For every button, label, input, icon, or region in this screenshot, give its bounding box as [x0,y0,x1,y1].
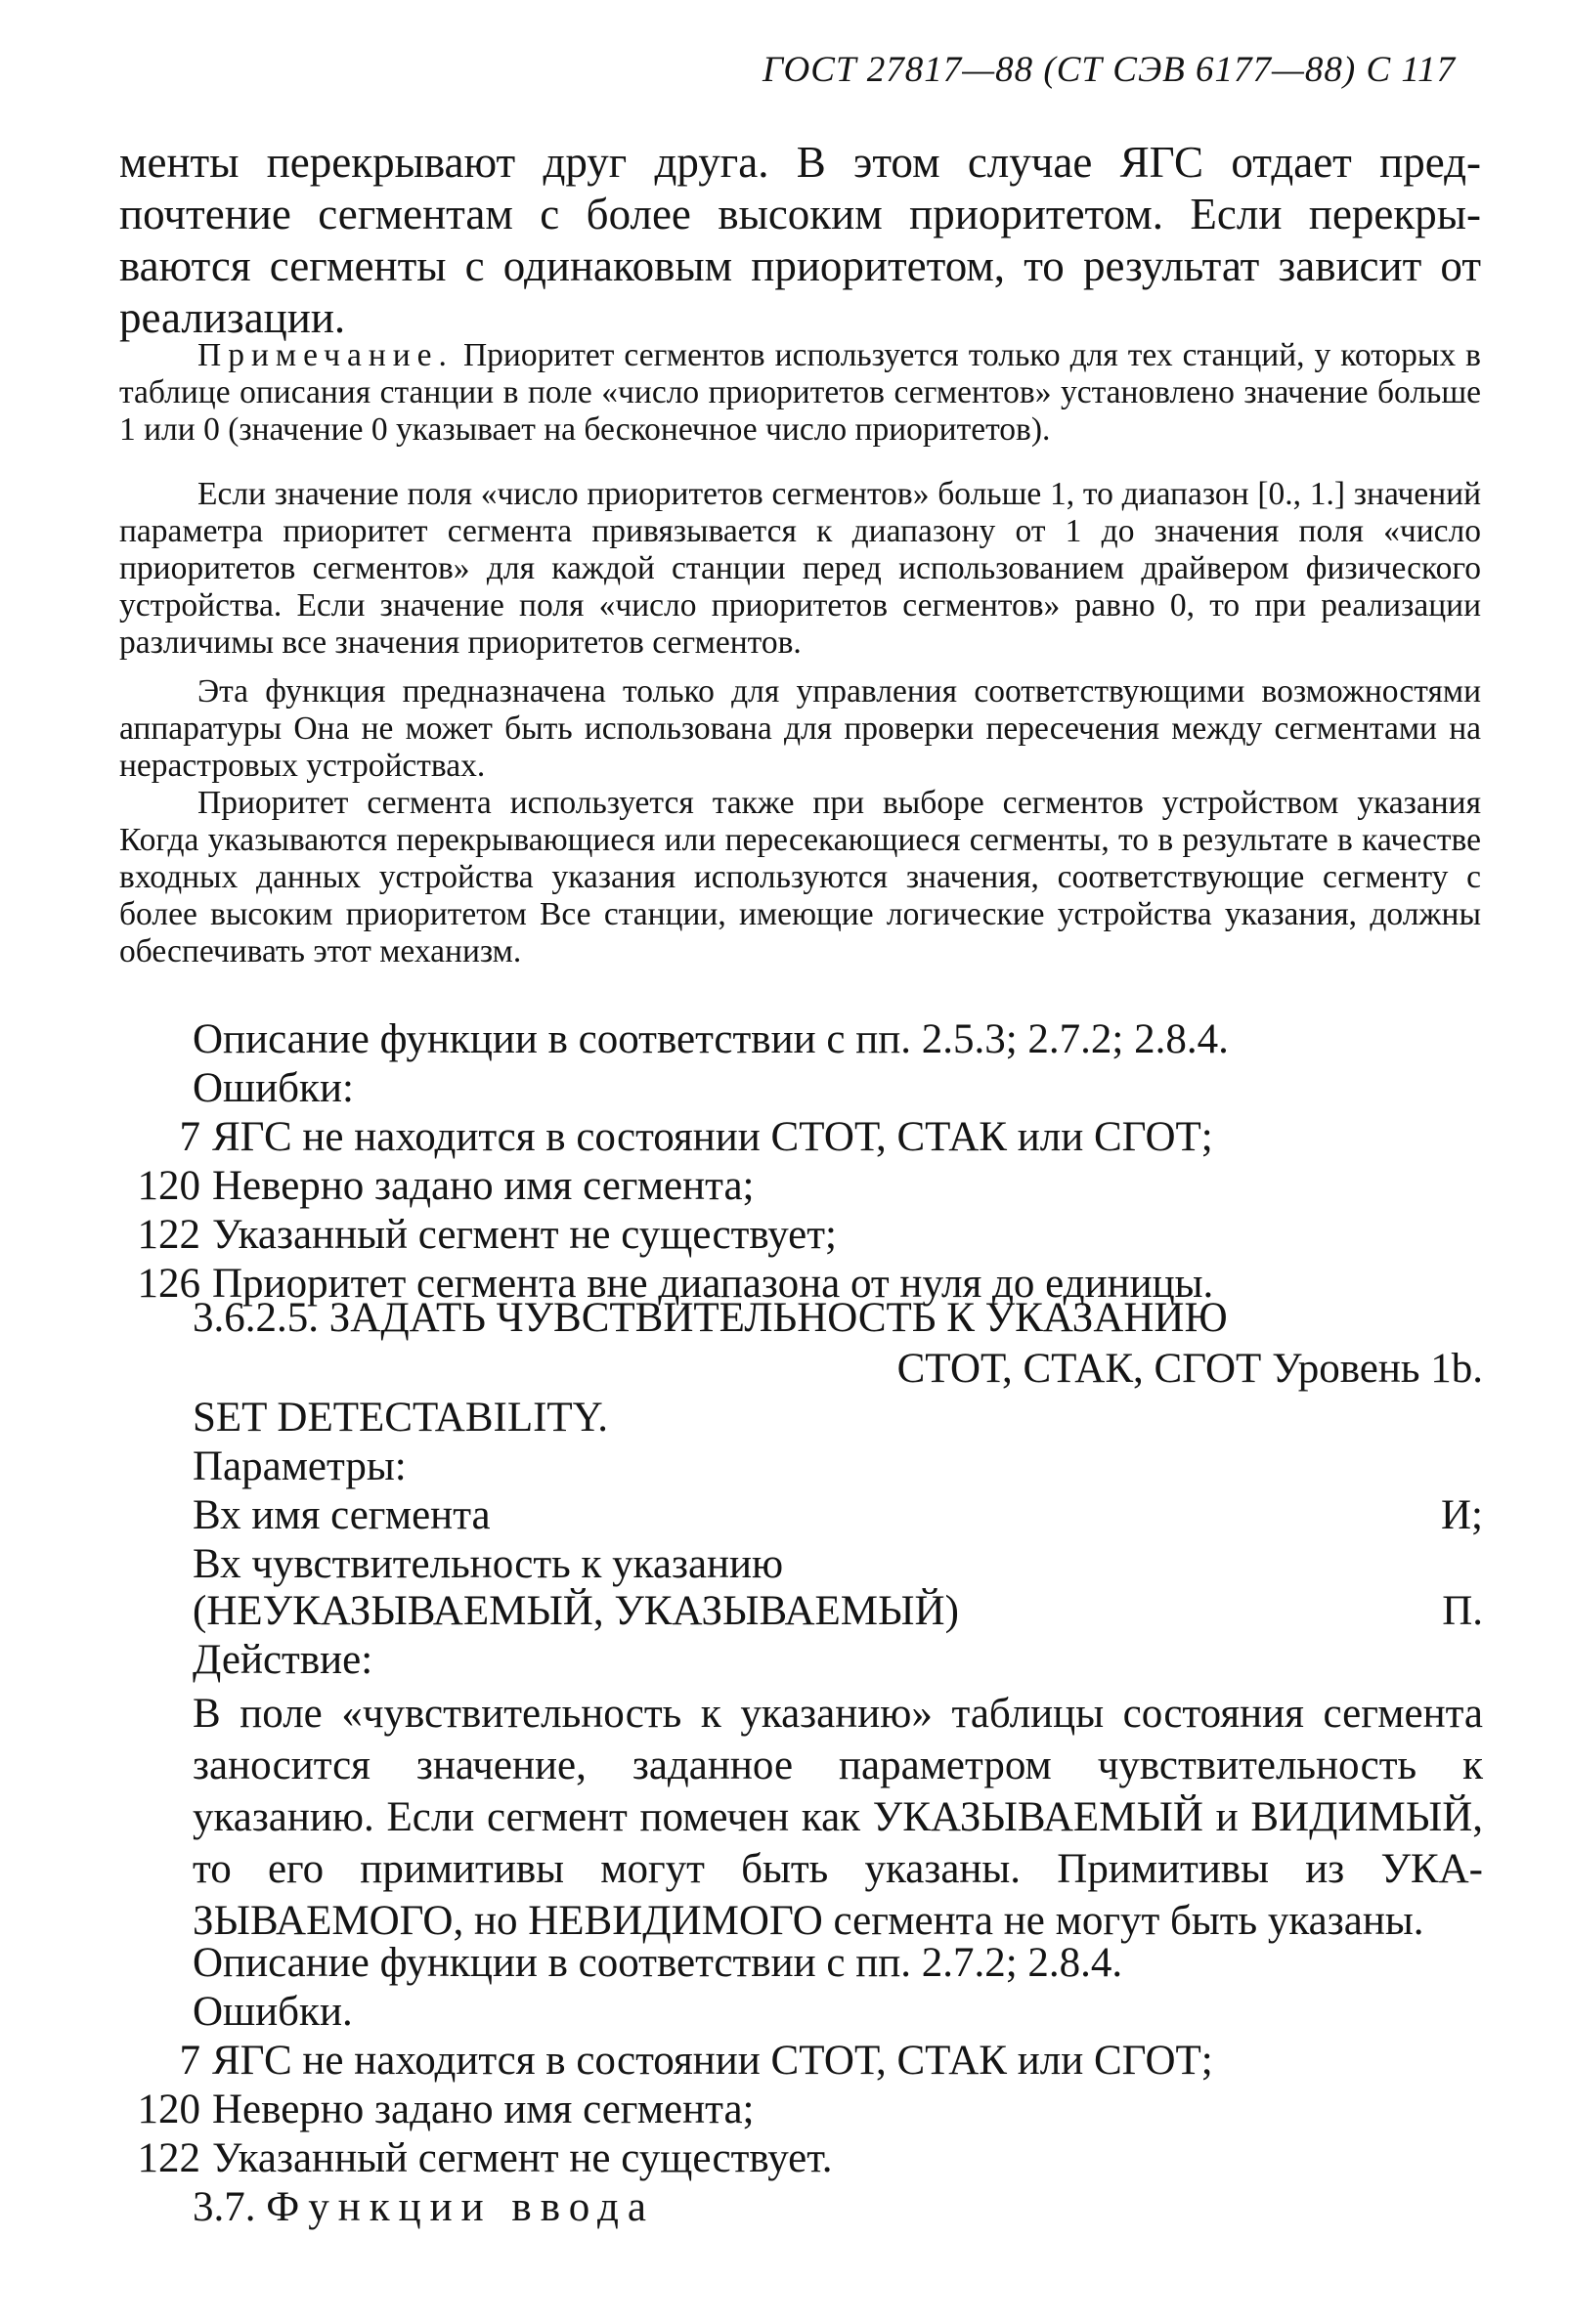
params-label: Параметры: [193,1443,407,1489]
error-item: 126 Приоритет сегмента вне диапазона от нуля до единицы. [137,1261,1214,1307]
error-item: 120 Неверно задано имя сегмента; [137,2087,755,2132]
note-label: Примечание. [197,337,454,373]
error-item: 7 ЯГС не находится в состоянии СТОТ, СТАК или СГОТ; [179,2038,1213,2084]
errors-label-1: Ошибки: [193,1065,354,1111]
note-text-1: Приоритет сегментов используется только для тех станций, у которых в таблице описания станции в поле «число приоритетов сегментов» установлено значение больше 1 или 0 (значение 0 указывает на бесконечное число приоритетов). [119,337,1481,448]
note-paragraph-1 [119,337,1481,449]
param-row: Вх чувствительность к указанию [193,1541,784,1587]
intro-paragraph: менты перекрывают друг друга. В этом случае ЯГС отдает предпочтение сегментам с более высоким приоритетом. Если перекрываются сегменты с одинаковым приоритетом, то результат зависит от реализации. [119,138,1481,342]
function-description-2: Описание функции в соответствии с пп. 2.7.2; 2.8.4. [193,1940,1123,1986]
param-row: (НЕУКАЗЫВАЕМЫЙ, УКАЗЫВАЕМЫЙ) П. [193,1588,1483,1634]
section-states: СТОТ, СТАК, СГОТ Уровень 1b. [896,1346,1483,1392]
errors-label-2: Ошибки. [193,1989,353,2035]
note-paragraph-2: Если значение поля «число приоритетов сегментов» больше 1, то диапазон [0., 1.] значений параметра приоритет сегмента привязывается к диапазону от 1 до значения поля «число приоритетов сегментов» для каждой станции перед использованием драйвером физического устройства. Если значение поля «число приоритетов сегментов» равно 0, то при реализации различимы все значения приоритетов сегментов. [119,476,1481,661]
error-item: 7 ЯГС не находится в состоянии СТОТ, СТАК или СГОТ; [179,1114,1213,1160]
action-paragraph: В поле «чувствительность к указанию» таблицы состояния сегмента заносится значение, заданное параметром чувствительность к указанию. Если сегмент помечен как УКАЗЫВАЕМЫЙ и ВИДИМЫЙ, то его примитивы могут быть указаны. Примитивы из УКАЗЫВАЕМОГО, но НЕВИДИМОГО сегмента не могут быть указаны. [193,1691,1483,1944]
error-item: 122 Указанный сегмент не существует. [137,2135,833,2181]
english-function-name: SET DETECTABILITY. [193,1395,608,1441]
function-description-1: Описание функции в соответствии с пп. 2.5.3; 2.7.2; 2.8.4. [193,1016,1229,1062]
param-row: Вх имя сегмента И; [193,1492,1483,1538]
section-heading-text: Функции ввода [266,2184,655,2230]
next-section-heading [193,2184,655,2231]
error-item: 120 Неверно задано имя сегмента; [137,1163,755,1209]
section-title: 3.6.2.5. ЗАДАТЬ ЧУВСТВИТЕЛЬНОСТЬ К УКАЗАНИЮ [193,1295,1228,1341]
section-number: 3.7. [193,2184,256,2230]
running-head: ГОСТ 27817—88 (СТ СЭВ 6177—88) С 117 [763,50,1457,90]
note-paragraph-4: Приоритет сегмента используется также при выборе сегментов устройством указания Когда указываются перекрывающиеся или пересекающиеся сегменты, то в результате в качестве входных данных устройства указания используются значения, соответствующие сегменту с более высоким приоритетом Все станции, имеющие логические устройства указания, должны обеспечивать этот механизм. [119,785,1481,969]
action-label: Действие: [193,1637,373,1683]
note-paragraph-3: Эта функция предназначена только для управления соответствующими возможностями аппаратуры Она не может быть использована для проверки пересечения между сегментами на нерастровых устройствах. [119,673,1481,784]
error-item: 122 Указанный сегмент не существует; [137,1212,837,1258]
